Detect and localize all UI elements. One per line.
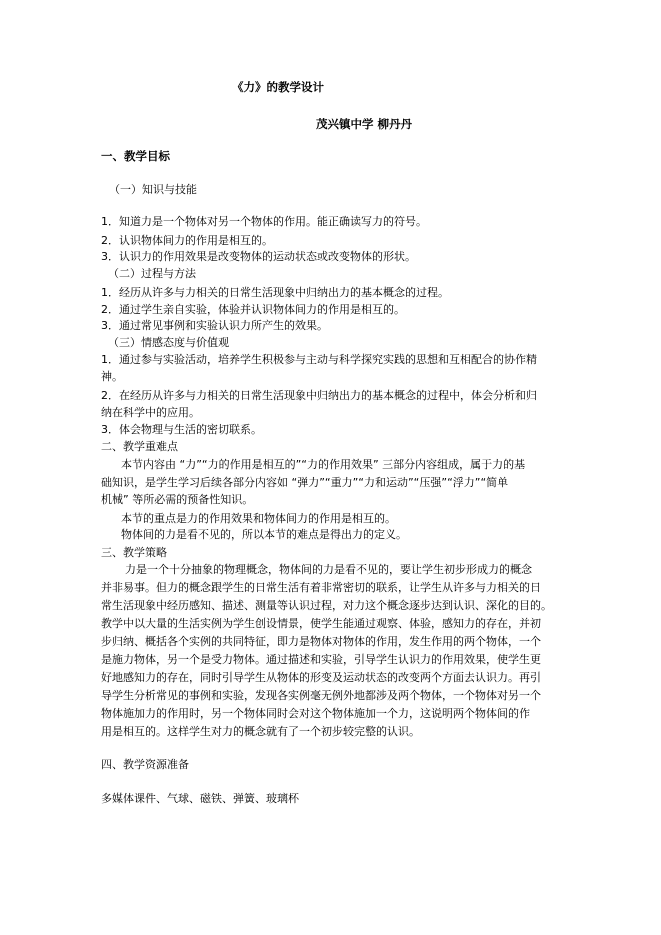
author-line: 茂兴镇中学 柳丹丹	[316, 117, 413, 131]
text-line: 并非易事。但力的概念跟学生的日常生活有着非常密切的联系，让学生从许多与力相关的日	[101, 581, 541, 594]
text-line: 力是一个十分抽象的物理概念，物体间的力是看不见的，要让学生初步形成力的概念	[125, 563, 532, 576]
text-line: 物体间的力是看不见的，所以本节的难点是得出力的定义。	[121, 528, 407, 541]
text-line: 纳在科学中的应用。	[101, 406, 200, 419]
text-line: 本节的重点是力的作用效果和物体间力的作用是相互的。	[121, 512, 396, 525]
subsection-heading: （三）情感态度与价值观	[108, 336, 229, 349]
section-heading-strategy: 三、教学策略	[101, 546, 167, 559]
section-heading-resources: 四、教学资源准备	[101, 758, 189, 771]
text-line: 3．体会物理与生活的密切联系。	[101, 423, 262, 436]
text-line: 机械” 等所必需的预备性知识。	[101, 493, 254, 506]
text-line: 常生活现象中经历感知、描述、测量等认识过程，对力这个概念逐步达到认识、深化的目的。	[101, 599, 552, 612]
text-line: 2．通过学生亲自实验，体验并认识物体间力的作用是相互的。	[101, 303, 405, 316]
text-line: 3．认识力的作用效果是改变物体的运动状态或改变物体的形状。	[101, 250, 416, 263]
text-line: 教学中以大量的生活实例为学生创设情景，使学生能通过观察、体验，感知力的存在，并初	[101, 617, 541, 630]
subsection-heading: （一）知识与技能	[109, 183, 197, 196]
text-line: 好地感知力的存在，同时引导学生从物体的形变及运动状态的改变两个方面去认识力。再引	[101, 671, 541, 684]
text-line: 多媒体课件、气球、磁铁、弹簧、玻璃杯	[101, 792, 299, 805]
text-line: 是施力物体，另一个是受力物体。通过描述和实验，引导学生认识力的作用效果，使学生更	[101, 653, 541, 666]
text-line: 物体施加力的作用时，另一个物体同时会对这个物体施加一个力，这说明两个物体间的作	[101, 707, 530, 720]
text-line: 1．经历从许多与力相关的日常生活现象中归纳出力的基本概念的过程。	[101, 286, 449, 299]
text-line: 用是相互的。这样学生对力的概念就有了一个初步较完整的认识。	[101, 725, 420, 738]
text-line: 步归纳、概括各个实例的共同特征，即力是物体对物体的作用，发生作用的两个物体，一个	[101, 635, 541, 648]
section-heading-goals: 一、教学目标	[101, 149, 170, 163]
text-line: 神。	[101, 370, 123, 383]
text-line: 2．在经历从许多与力相关的日常生活现象中归纳出力的基本概念的过程中，体会分析和归	[101, 389, 537, 402]
text-line: 2．认识物体间力的作用是相互的。	[101, 234, 273, 247]
text-line: 本节内容由 “力”“力的作用是相互的”“力的作用效果” 三部分内容组成，属于力的基	[121, 458, 526, 471]
text-line: 导学生分析常见的事例和实验，发现各实例毫无例外地都涉及两个物体，一个物体对另一个	[101, 689, 541, 702]
text-line: 1．通过参与实验活动，培养学生积极参与主动与科学探究实践的思想和互相配合的协作精	[101, 353, 537, 366]
text-line: 3．通过常见事例和实验认识力所产生的效果。	[101, 319, 328, 332]
document-title: 《力》的教学设计	[232, 80, 324, 94]
text-line: 础知识，是学生学习后续各部分内容如 “弹力”“重力”“力和运动”“压强”“浮力”“简单	[101, 476, 509, 489]
subsection-heading: （二）过程与方法	[108, 267, 196, 280]
section-heading-key-points: 二、教学重难点	[101, 440, 178, 453]
text-line: 1．知道力是一个物体对另一个物体的作用。能正确读写力的符号。	[101, 215, 427, 228]
